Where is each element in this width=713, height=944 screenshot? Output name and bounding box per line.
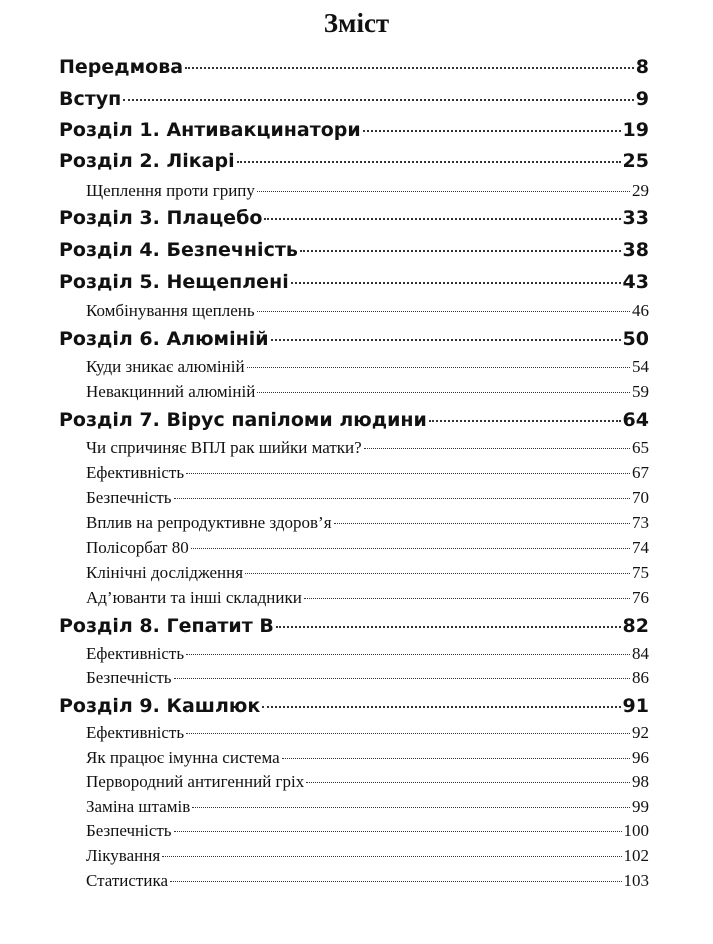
toc-dot-leader <box>262 706 620 708</box>
toc-entry-page: 38 <box>622 239 649 261</box>
toc-entry <box>59 87 649 111</box>
toc-entry-page: 102 <box>623 846 649 865</box>
toc-entry-label: Безпечність <box>86 821 172 840</box>
toc-entry <box>59 238 649 262</box>
toc-entry-page: 64 <box>622 409 649 431</box>
toc-dot-leader <box>186 473 630 474</box>
toc-subentry <box>86 300 649 322</box>
toc-entry-page: 75 <box>632 563 649 582</box>
toc-entry-page: 8 <box>635 56 649 78</box>
toc-entry-label: Розділ 2. Лікарі <box>59 150 235 172</box>
toc-entry <box>59 408 649 432</box>
toc-dot-leader <box>174 498 630 499</box>
toc-entry-page: 70 <box>632 488 649 507</box>
toc-entry-label: Розділ 4. Безпечність <box>59 239 298 261</box>
toc-entry-label: Ад’юванти та інші складники <box>86 588 302 607</box>
toc-subentry <box>86 587 649 609</box>
toc-entry <box>59 270 649 294</box>
toc-dot-leader <box>264 218 620 220</box>
toc-dot-leader <box>247 367 630 368</box>
toc-entry-page: 50 <box>622 328 649 350</box>
toc-dot-leader <box>245 573 630 574</box>
toc-dot-leader <box>334 523 630 524</box>
toc-entry <box>59 55 649 79</box>
toc-entry-page: 46 <box>632 301 649 320</box>
toc-entry-page: 96 <box>632 748 649 767</box>
toc-entry-label: Вступ <box>59 88 122 110</box>
toc-entry-page: 9 <box>635 88 649 110</box>
toc-entry-label: Ефективність <box>86 723 185 742</box>
toc-dot-leader <box>170 881 621 882</box>
toc-entry <box>59 694 649 718</box>
toc-entry-page: 76 <box>632 588 649 607</box>
toc-entry-page: 98 <box>632 772 649 791</box>
toc-entry-label: Куди зникає алюміній <box>86 357 245 376</box>
toc-subentry <box>86 537 649 559</box>
toc-entry-page: 100 <box>623 821 649 840</box>
toc-entry-label: Клінічні дослідження <box>86 563 244 582</box>
toc-entry-label: Безпечність <box>86 668 172 687</box>
toc-entry-page: 19 <box>622 119 649 141</box>
toc-subentry <box>86 747 649 769</box>
toc-entry-page: 59 <box>632 382 649 401</box>
toc-dot-leader <box>186 733 630 734</box>
toc-dot-leader <box>282 758 630 759</box>
toc-entry-page: 67 <box>632 463 649 482</box>
toc-subentry <box>86 845 649 867</box>
toc-entry-label: Розділ 3. Плацебо <box>59 207 263 229</box>
toc-subentry <box>86 771 649 793</box>
toc-entry-page: 103 <box>623 871 649 890</box>
toc-dot-leader <box>363 130 621 132</box>
toc-subentry <box>86 722 649 744</box>
toc-subentry <box>86 820 649 842</box>
toc-entry-page: 86 <box>632 668 649 687</box>
toc-entry-label: Лікування <box>86 846 161 865</box>
toc-entry-page: 84 <box>632 644 649 663</box>
toc-entry-label: Як працює імунна система <box>86 748 280 767</box>
toc-entry-page: 99 <box>632 797 649 816</box>
toc-dot-leader <box>291 282 621 284</box>
toc-dot-leader <box>276 626 621 628</box>
toc-dot-leader <box>174 678 630 679</box>
toc-entry-label: Статистика <box>86 871 169 890</box>
toc-subentry <box>86 643 649 665</box>
toc-dot-leader <box>257 311 630 312</box>
toc-entry-label: Передмова <box>59 56 184 78</box>
toc-subentry <box>86 870 649 892</box>
toc-dot-leader <box>185 67 634 69</box>
toc-entry-label: Ефективність <box>86 644 185 663</box>
toc-entry-page: 82 <box>622 615 649 637</box>
toc-subentry <box>86 381 649 403</box>
toc-dot-leader <box>304 598 630 599</box>
toc-entry-label: Первородний антигенний гріх <box>86 772 305 791</box>
toc-entry-page: 29 <box>632 181 649 200</box>
toc-entry <box>59 327 649 351</box>
toc-entry-label: Ефективність <box>86 463 185 482</box>
toc-entry-page: 43 <box>622 271 649 293</box>
toc-subentry <box>86 437 649 459</box>
toc-entry-page: 91 <box>622 695 649 717</box>
toc-entry-label: Заміна штамів <box>86 797 191 816</box>
toc-subentry <box>86 356 649 378</box>
toc-dot-leader <box>237 161 621 163</box>
toc-dot-leader <box>174 831 622 832</box>
toc-subentry <box>86 796 649 818</box>
toc-subentry <box>86 512 649 534</box>
toc-entry-page: 33 <box>622 207 649 229</box>
toc-entry-label: Щеплення проти грипу <box>86 181 255 200</box>
toc-dot-leader <box>186 654 630 655</box>
toc-entry-page: 25 <box>622 150 649 172</box>
toc-entry-page: 54 <box>632 357 649 376</box>
toc-entry-label: Розділ 6. Алюміній <box>59 328 269 350</box>
toc-entry-page: 65 <box>632 438 649 457</box>
toc-entry-label: Комбінування щеплень <box>86 301 255 320</box>
toc-entry-label: Безпечність <box>86 488 172 507</box>
toc-entry <box>59 614 649 638</box>
toc-dot-leader <box>123 99 633 101</box>
page-title: Зміст <box>323 8 390 38</box>
toc-entry-label: Полісорбат 80 <box>86 538 189 557</box>
toc-dot-leader <box>429 420 621 422</box>
toc-dot-leader <box>300 250 621 252</box>
toc-subentry <box>86 487 649 509</box>
toc-entry-label: Розділ 8. Гепатит В <box>59 615 274 637</box>
toc-entry <box>59 149 649 173</box>
toc-dot-leader <box>257 191 630 192</box>
toc-dot-leader <box>257 392 630 393</box>
toc-entry <box>59 118 649 142</box>
toc-entry-page: 73 <box>632 513 649 532</box>
toc-entry-label: Розділ 1. Антивакцинатори <box>59 119 361 141</box>
toc-entry-label: Невакцинний алюміній <box>86 382 256 401</box>
toc-dot-leader <box>271 339 621 341</box>
toc-dot-leader <box>162 856 621 857</box>
toc-dot-leader <box>192 807 630 808</box>
toc-entry <box>59 206 649 230</box>
toc-entry-label: Розділ 5. Нещеплені <box>59 271 289 293</box>
toc-entry-label: Вплив на репродуктивне здоров’я <box>86 513 332 532</box>
toc-entry-page: 74 <box>632 538 649 557</box>
toc-subentry <box>86 180 649 202</box>
toc-dot-leader <box>306 782 630 783</box>
toc-dot-leader <box>191 548 630 549</box>
toc-dot-leader <box>364 448 630 449</box>
toc-entry-label: Розділ 7. Вірус папіломи людини <box>59 409 427 431</box>
toc-subentry <box>86 462 649 484</box>
toc-subentry <box>86 562 649 584</box>
toc-entry-label: Розділ 9. Кашлюк <box>59 695 261 717</box>
toc-entry-label: Чи спричиняє ВПЛ рак шийки матки? <box>86 438 362 457</box>
toc-entry-page: 92 <box>632 723 649 742</box>
toc-subentry <box>86 667 649 689</box>
